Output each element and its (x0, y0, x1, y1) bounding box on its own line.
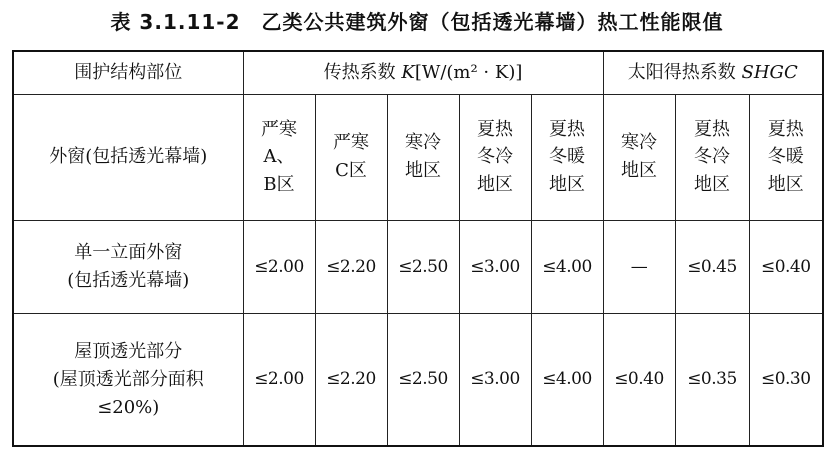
zone-line: 寒冷 (405, 132, 441, 154)
zone-line: A、 (263, 146, 295, 168)
shgc-prefix: 太阳得热系数 (627, 62, 742, 84)
header-row (13, 51, 823, 95)
header-shgc-group (603, 51, 823, 95)
zone-line: 冬冷 (694, 146, 730, 168)
table-cell: ≤0.40 (749, 220, 823, 314)
subheader-window: 外窗(包括透光幕墙) (13, 95, 243, 220)
shgc-symbol: SHGC (741, 62, 798, 84)
table-cell: ≤2.00 (243, 220, 315, 314)
k-unit: [W/(m² · K)] (414, 62, 523, 84)
table-cell: ≤2.20 (315, 314, 387, 446)
table-cell: ≤2.50 (387, 220, 459, 314)
table-cell: ≤2.50 (387, 314, 459, 446)
zone-line: 地区 (477, 174, 513, 196)
zone-line: 冬冷 (477, 146, 513, 168)
row-label-line: ≤20%) (97, 396, 160, 418)
table-cell: ≤3.00 (459, 220, 531, 314)
zone-line: 严寒 (261, 118, 297, 140)
zone-line: B区 (263, 174, 295, 196)
zone-line: 夏热 (694, 118, 730, 140)
k-group-prefix: 传热系数 (323, 62, 402, 84)
zone-severe-cold-ab (243, 95, 315, 220)
table-cell: — (603, 220, 675, 314)
thermal-performance-table (12, 50, 824, 447)
row-label-line: (屋顶透光部分面积 (52, 368, 204, 390)
row-label-line: (包括透光幕墙) (67, 269, 190, 291)
zone-line: 地区 (405, 160, 441, 182)
zone-line: 夏热 (549, 118, 585, 140)
table-cell: ≤0.35 (675, 314, 749, 446)
zone-line: 地区 (767, 174, 804, 196)
table-cell: ≤0.40 (603, 314, 675, 446)
row-label-line: 单一立面外窗 (74, 242, 183, 264)
zone-line: 夏热 (477, 118, 513, 140)
table-cell: ≤4.00 (531, 314, 603, 446)
zone-line: 冬暖 (549, 146, 585, 168)
shgc-zone-hot-summer-cold-winter (675, 95, 749, 220)
header-k-group (243, 51, 603, 95)
header-envelope-part: 围护结构部位 (13, 51, 243, 95)
row-label-roof-transparent (13, 314, 243, 446)
k-symbol: K (401, 62, 415, 84)
zone-hot-summer-cold-winter (459, 95, 531, 220)
table-cell: ≤0.30 (749, 314, 823, 446)
table-cell: ≤3.00 (459, 314, 531, 446)
table-cell: ≤2.20 (315, 220, 387, 314)
zone-line: 地区 (549, 174, 585, 196)
subheader-row (13, 95, 823, 220)
row-label-facade-window (13, 220, 243, 314)
zone-line: 地区 (694, 174, 730, 196)
table-row (13, 220, 823, 314)
table-cell: ≤0.45 (675, 220, 749, 314)
row-label-line: 屋顶透光部分 (74, 340, 183, 362)
table-title: 表 3.1.11-2 乙类公共建筑外窗（包括透光幕墙）热工性能限值 (110, 10, 724, 34)
table-row (13, 314, 823, 446)
zone-line: 夏热 (767, 118, 804, 140)
zone-severe-cold-c (315, 95, 387, 220)
zone-line: 冬暖 (767, 146, 804, 168)
table-cell: ≤4.00 (531, 220, 603, 314)
zone-line: C区 (335, 160, 367, 182)
table-cell: ≤2.00 (243, 314, 315, 446)
zone-line: 地区 (621, 160, 657, 182)
zone-hot-summer-warm-winter (531, 95, 603, 220)
zone-cold (387, 95, 459, 220)
zone-line: 严寒 (333, 132, 369, 154)
shgc-zone-cold (603, 95, 675, 220)
shgc-zone-hot-summer-warm-winter (749, 95, 823, 220)
zone-line: 寒冷 (621, 132, 657, 154)
